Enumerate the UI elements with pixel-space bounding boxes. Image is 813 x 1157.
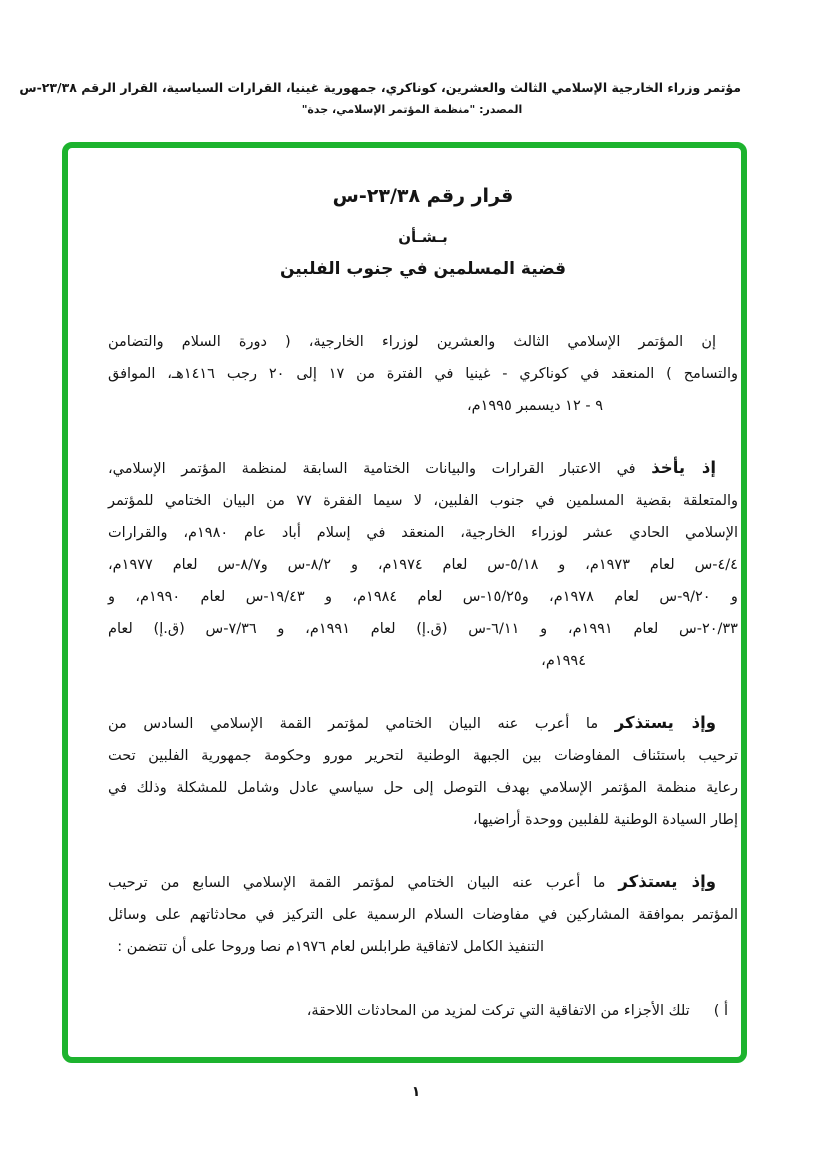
paragraph-line: ٢٠/٣٣-س لعام ١٩٩١م، و ٦/١١-س (ق.إ) لعام ١٩٩١م، و ٧/٣٦-س (ق.إ) لعام xyxy=(108,621,738,637)
paragraph-line: إن المؤتمر الإسلامي الثالث والعشرين لوزراء الخارجية، ( دورة السلام والتضامن xyxy=(108,334,716,350)
paragraph-line: والمتعلقة بقضية المسلمين في جنوب الفلبين، لا سيما الفقرة ٧٧ من البيان الختامي للمؤتمر xyxy=(108,493,739,509)
header-reference-line: مؤتمر وزراء الخارجية الإسلامي الثالث والعشرين، كوناكري، جمهورية غينيا، القرارات السياسية، القرار الرقم ٢٣/٣٨-س xyxy=(19,80,741,95)
body-paragraph xyxy=(108,866,738,963)
paragraph-line: المؤتمر بموافقة المشاركين في مفاوضات السلام الرسمية على التركيز في محادثاتهم على وسائل xyxy=(108,907,738,923)
header-source-line: المصدر: "منظمة المؤتمر الإسلامي، جدة" xyxy=(301,103,523,116)
paragraph-line: الإسلامي الحادي عشر لوزراء الخارجية، المنعقد في إسلام أباد عام ١٩٨٠م، والقرارات xyxy=(108,525,738,541)
document-header xyxy=(19,80,741,116)
list-item-marker: أ ) xyxy=(713,1003,728,1019)
paragraph-line: و ٩/٢٠-س لعام ١٩٧٨م، و١٥/٢٥-س لعام ١٩٨٤م، و ١٩/٤٣-س لعام ١٩٩٠م، و xyxy=(108,589,738,605)
paragraph-line: وإذ يستذكر ما أعرب عنه البيان الختامي لمؤتمر القمة الإسلامي السابع من ترحيب xyxy=(108,872,716,891)
paragraph-line: إطار السيادة الوطنية للفلبين ووحدة أراضيها، xyxy=(472,812,738,828)
paragraph-line: ١٩٩٤م، xyxy=(541,653,586,669)
list-item-text: تلك الأجزاء من الاتفاقية التي تركت لمزيد من المحادثات اللاحقة، xyxy=(306,1003,690,1019)
paragraph-line: ٤/٤-س لعام ١٩٧٣م، و ٥/١٨-س لعام ١٩٧٤م، و ٨/٢-س و٨/٧-س لعام ١٩٧٧م، xyxy=(108,557,738,573)
paragraph-line: ٩ - ١٢ ديسمبر ١٩٩٥م، xyxy=(466,398,603,414)
regarding-label: بـشـأن xyxy=(398,228,448,246)
resolution-number-title: قرار رقم ٢٣/٣٨-س xyxy=(332,185,514,207)
paragraph-line: إذ يأخذ في الاعتبار القرارات والبيانات الختامية السابقة لمنظمة المؤتمر الإسلامي، xyxy=(108,458,716,477)
body-paragraph xyxy=(108,326,738,422)
document-content xyxy=(108,142,738,1027)
paragraph-line: التنفيذ الكامل لاتفاقية طرابلس لعام ١٩٧٦م نصا وروحا على أن تتضمن : xyxy=(117,939,544,955)
body-paragraph xyxy=(108,452,738,677)
paragraph-line: والتسامح ) المنعقد في كوناكري - غينيا في الفترة من ١٧ إلى ٢٠ رجب ١٤١٦هـ، الموافق xyxy=(108,366,738,382)
page-number: ١ xyxy=(411,1084,421,1100)
body-paragraph xyxy=(108,707,738,836)
list-item xyxy=(108,995,738,1027)
paragraph-line: ترحيب باستئناف المفاوضات بين الجبهة الوطنية لتحرير مورو وحكومة جمهورية الفلبين تحت xyxy=(108,748,738,764)
subject-title: قضية المسلمين في جنوب الفلبين xyxy=(279,259,567,279)
paragraph-line: وإذ يستذكر ما أعرب عنه البيان الختامي لمؤتمر القمة الإسلامي السادس من xyxy=(108,713,716,732)
paragraph-line: رعاية منظمة المؤتمر الإسلامي بهدف التوصل إلى حل سياسي عادل وشامل للمشكلة وذلك في xyxy=(108,780,738,796)
body-paragraphs xyxy=(108,326,738,963)
